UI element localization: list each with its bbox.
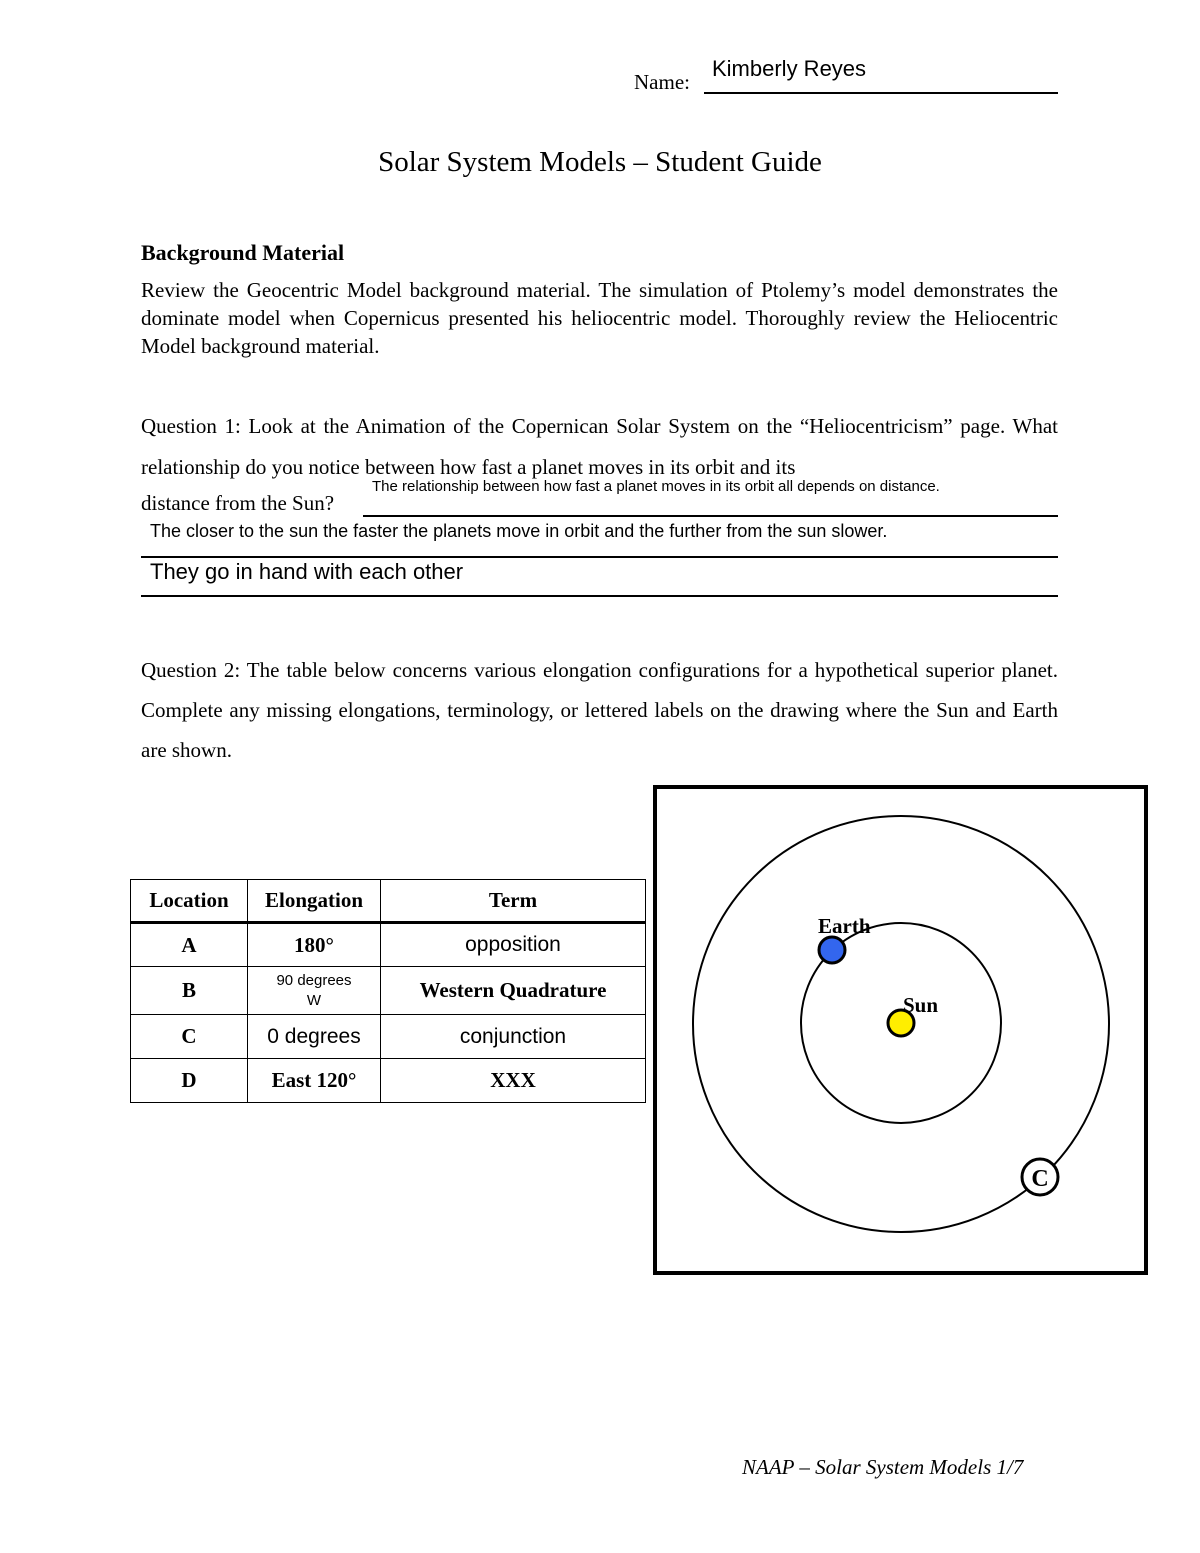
answer-line (141, 556, 1058, 558)
cell-elongation[interactable]: 0 degrees (248, 1015, 381, 1059)
sun-label: Sun (903, 993, 939, 1017)
header-location: Location (131, 880, 248, 923)
question-1-answer-2[interactable]: The closer to the sun the faster the planets move in orbit and the further from the sun slower. (150, 521, 888, 541)
question-1-prompt-end: distance from the Sun? (141, 491, 335, 515)
orbit-diagram (653, 785, 1149, 1277)
question-1-text: Question 1: Look at the Animation of the Copernican Solar System on the “Heliocentricism” page. What relationship do you notice between how fast a planet moves in its orbit and its (141, 414, 1058, 479)
background-heading: Background Material (141, 240, 345, 265)
cell-location: B (131, 967, 248, 1015)
name-label: Name: (634, 70, 690, 94)
cell-elongation-text: 90 degrees W (276, 971, 352, 1009)
table-row (131, 1015, 646, 1059)
cell-term[interactable]: conjunction (381, 1015, 646, 1059)
table-row (131, 923, 646, 967)
table-row (131, 1059, 646, 1103)
earth-label: Earth (818, 914, 871, 938)
cell-location: D (131, 1059, 248, 1103)
planet-c-label: C (1031, 1166, 1049, 1192)
page-title: Solar System Models – Student Guide (378, 146, 822, 178)
table-row (131, 967, 646, 1015)
question-1-answer-1[interactable]: The relationship between how fast a planet moves in its orbit all depends on distance. (372, 478, 940, 495)
cell-elongation: 180° (248, 923, 381, 967)
page-footer: NAAP – Solar System Models 1/7 (742, 1455, 1024, 1479)
table-header-row (131, 880, 646, 923)
cell-location: C (131, 1015, 248, 1059)
question-2-text: Question 2: The table below concerns various elongation configurations for a hypothetical superior planet. Complete any missing elongations, terminology, or lettered labels on the drawing where the Sun and Earth are shown. (141, 658, 1058, 762)
elongation-table (130, 879, 646, 1103)
cell-term[interactable]: opposition (381, 923, 646, 967)
header-elongation: Elongation (248, 880, 381, 923)
name-line (704, 92, 1058, 94)
cell-term: XXX (381, 1059, 646, 1103)
answer-line (363, 515, 1058, 517)
question-1-answer-3[interactable]: They go in hand with each other (150, 559, 464, 584)
background-text: Review the Geocentric Model background material. The simulation of Ptolemy’s model demonstrates the dominate model when Copernicus presented his heliocentric model. Thoroughly review the Heliocentric Model background material. (141, 278, 1058, 358)
cell-term: Western Quadrature (381, 967, 646, 1015)
header-term: Term (381, 880, 646, 923)
answer-line (141, 595, 1058, 597)
earth-icon (819, 937, 845, 963)
name-field[interactable]: Kimberly Reyes (712, 56, 867, 81)
cell-elongation: East 120° (248, 1059, 381, 1103)
cell-elongation[interactable] (248, 967, 381, 1015)
cell-location: A (131, 923, 248, 967)
